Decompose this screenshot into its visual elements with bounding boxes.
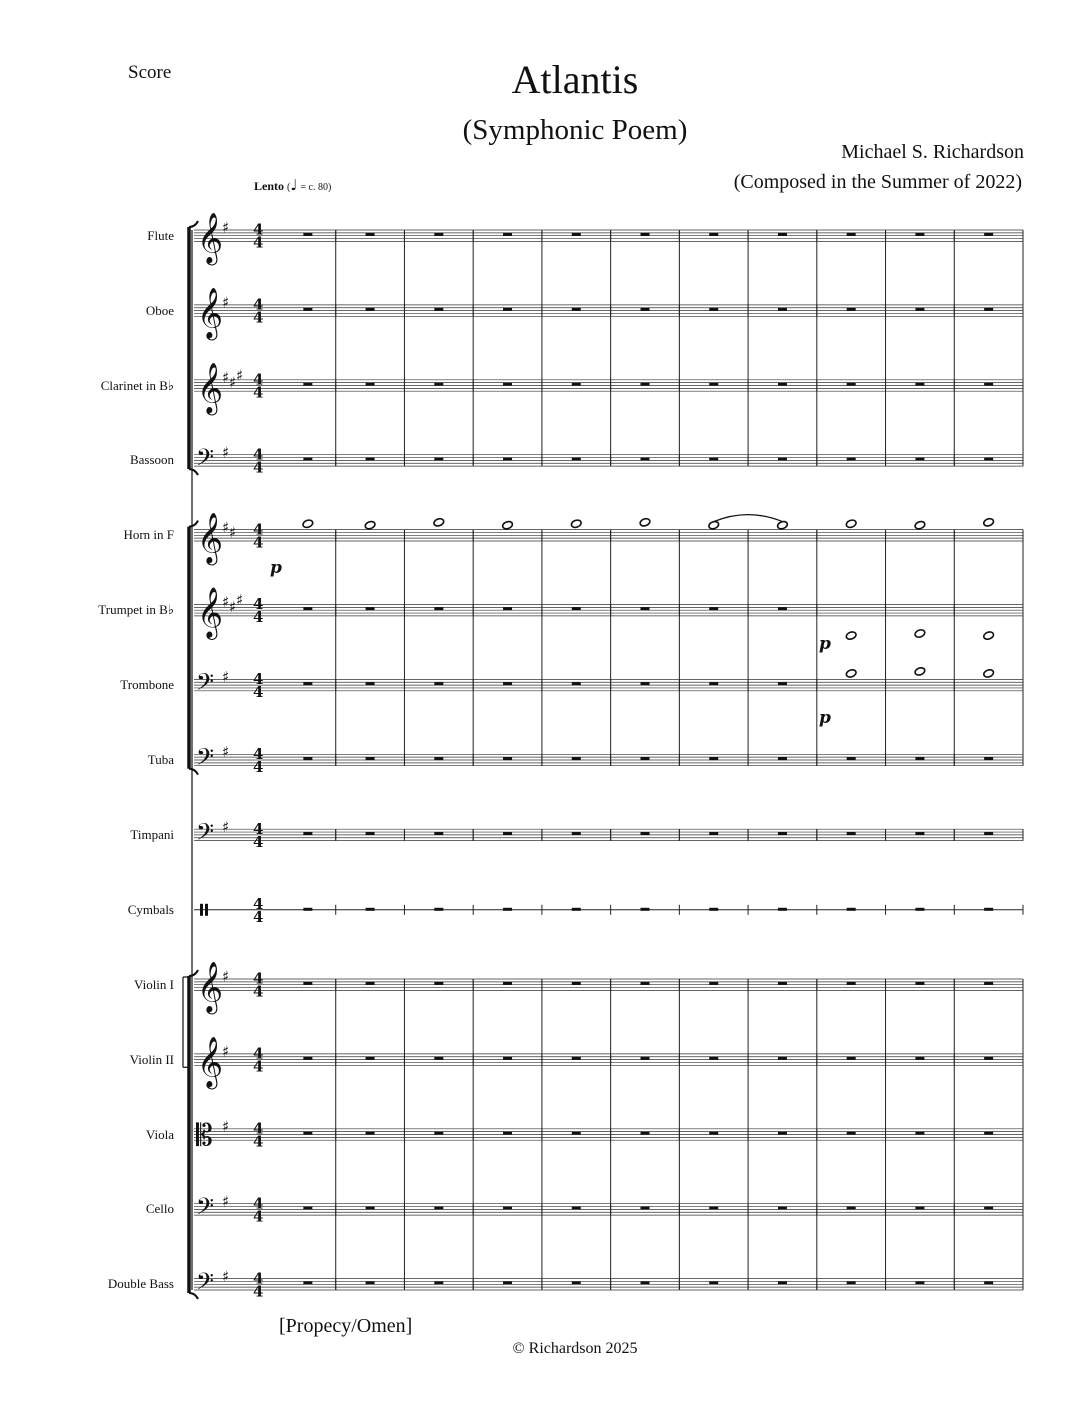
whole-rest (303, 982, 312, 985)
sharp-icon: ♯ (222, 1267, 230, 1286)
whole-rest (847, 1057, 856, 1060)
whole-rest (915, 1057, 924, 1060)
sharp-icon: ♯ (229, 598, 237, 617)
whole-rest (503, 908, 512, 911)
instrument-name: Horn in F (123, 527, 174, 543)
piece-subtitle: (Symphonic Poem) (462, 114, 688, 146)
whole-rest (641, 1057, 650, 1060)
tie-arc (714, 515, 783, 522)
time-signature-top: 4 (253, 370, 264, 389)
whole-rest (434, 908, 443, 911)
time-signature-bottom: 4 (253, 233, 264, 252)
whole-rest (434, 1281, 443, 1284)
whole-rest (847, 1207, 856, 1210)
whole-rest (709, 1057, 718, 1060)
instrument-name: Oboe (145, 302, 174, 318)
whole-note (845, 668, 857, 678)
whole-rest (641, 458, 650, 461)
whole-rest (847, 982, 856, 985)
composer-name: Michael S. Richardson (841, 141, 1024, 163)
bass-clef-icon: 𝄢 (196, 443, 215, 477)
whole-rest (572, 458, 581, 461)
percussion-clef-icon (205, 904, 208, 916)
time-signature-top: 4 (253, 1119, 264, 1138)
sharp-icon: ♯ (222, 743, 230, 761)
whole-note (570, 519, 582, 529)
whole-rest (984, 982, 993, 985)
whole-rest (847, 1132, 856, 1135)
whole-rest (572, 908, 581, 911)
staff-oboe (194, 305, 1023, 316)
whole-rest (778, 233, 787, 236)
whole-rest (434, 982, 443, 985)
whole-note (502, 520, 514, 530)
whole-rest (709, 682, 718, 685)
whole-rest (572, 383, 581, 386)
instrument-name: Trombone (120, 677, 174, 693)
time-signature-top: 4 (253, 295, 264, 314)
whole-rest (847, 832, 856, 835)
whole-rest (303, 383, 312, 386)
whole-rest (847, 233, 856, 236)
whole-rest (366, 1057, 375, 1060)
whole-rest (503, 1057, 512, 1060)
whole-rest (303, 1207, 312, 1210)
whole-rest (984, 458, 993, 461)
alto-clef-icon: 𝄡 (196, 1118, 213, 1154)
whole-rest (366, 458, 375, 461)
time-signature-bottom: 4 (253, 1057, 264, 1076)
instrument-name: Trumpet in B♭ (98, 602, 174, 618)
instrument-name: Tuba (147, 752, 174, 767)
whole-rest (503, 682, 512, 685)
time-signature-top: 4 (253, 595, 264, 614)
time-signature-bottom: 4 (253, 308, 264, 327)
whole-rest (778, 682, 787, 685)
whole-rest (709, 1281, 718, 1284)
instrument-name: Viola (145, 1126, 174, 1142)
time-signature-bottom: 4 (253, 608, 264, 627)
staff-horn-in-f (194, 517, 1023, 541)
whole-rest (366, 982, 375, 985)
sharp-icon: ♯ (229, 373, 237, 392)
whole-rest (572, 982, 581, 985)
dynamic-piano: p (819, 634, 831, 654)
staff-tuba (194, 754, 1023, 765)
whole-rest (709, 908, 718, 911)
whole-rest (366, 908, 375, 911)
whole-rest (778, 1207, 787, 1210)
time-signature-bottom: 4 (253, 458, 264, 477)
staff-violin-i (194, 979, 1023, 990)
instrument-name: Violin I (133, 976, 174, 992)
whole-rest (434, 1132, 443, 1135)
whole-rest (778, 1281, 787, 1284)
whole-rest (434, 832, 443, 835)
time-signature-top: 4 (253, 969, 264, 988)
whole-rest (366, 233, 375, 236)
whole-rest (641, 757, 650, 760)
whole-rest (984, 1207, 993, 1210)
whole-rest (503, 757, 512, 760)
whole-rest (366, 832, 375, 835)
whole-note (914, 666, 926, 676)
whole-rest (366, 1207, 375, 1210)
whole-rest (503, 982, 512, 985)
whole-rest (366, 383, 375, 386)
whole-note (777, 520, 789, 530)
treble-clef-icon: 𝄞 (197, 1036, 224, 1088)
sharp-icon: ♯ (222, 518, 230, 537)
whole-rest (778, 458, 787, 461)
staff-bassoon (194, 455, 1023, 466)
time-signature-bottom: 4 (253, 758, 264, 776)
whole-rest (778, 982, 787, 985)
whole-rest (641, 832, 650, 835)
time-signature-bottom: 4 (253, 1207, 264, 1226)
treble-clef-icon: 𝄞 (197, 587, 224, 639)
whole-rest (303, 1057, 312, 1060)
whole-rest (915, 308, 924, 311)
staff-double-bass (194, 1279, 1023, 1290)
whole-rest (709, 308, 718, 311)
time-signature-bottom: 4 (253, 832, 264, 851)
whole-rest (572, 832, 581, 835)
bass-clef-icon: 𝄢 (196, 1267, 215, 1301)
whole-rest (778, 308, 787, 311)
sharp-icon: ♯ (236, 366, 244, 385)
whole-rest (366, 308, 375, 311)
whole-rest (984, 757, 993, 760)
whole-rest (303, 1132, 312, 1135)
instrument-name: Cello (145, 1201, 174, 1217)
treble-clef-icon: 𝄞 (197, 212, 224, 264)
whole-rest (641, 607, 650, 610)
whole-rest (303, 458, 312, 461)
whole-rest (366, 1281, 375, 1284)
whole-rest (434, 607, 443, 610)
time-signature-bottom: 4 (253, 907, 264, 926)
whole-rest (641, 233, 650, 236)
whole-rest (503, 383, 512, 386)
sharp-icon: ♯ (222, 1192, 230, 1211)
whole-rest (303, 908, 312, 911)
whole-rest (641, 383, 650, 386)
staff-trumpet-in-b- (194, 605, 1023, 641)
dynamic-piano: p (270, 558, 282, 578)
whole-rest (303, 1281, 312, 1284)
whole-rest (366, 607, 375, 610)
whole-rest (915, 832, 924, 835)
staff-timpani (194, 829, 1023, 840)
whole-rest (709, 982, 718, 985)
sharp-icon: ♯ (222, 593, 230, 612)
staff-trombone (194, 666, 1023, 690)
whole-rest (572, 1281, 581, 1284)
staff-cymbals (194, 904, 1023, 916)
whole-rest (984, 1281, 993, 1284)
bass-clef-icon: 𝄢 (196, 668, 215, 702)
sharp-icon: ♯ (222, 1042, 230, 1061)
whole-rest (641, 308, 650, 311)
whole-rest (915, 1132, 924, 1135)
whole-rest (984, 1057, 993, 1060)
whole-rest (915, 458, 924, 461)
time-signature-bottom: 4 (253, 982, 264, 1001)
whole-rest (503, 233, 512, 236)
tempo-value: = c. 80 (300, 182, 328, 193)
sharp-icon: ♯ (236, 591, 244, 610)
whole-note (302, 519, 314, 529)
whole-rest (503, 1207, 512, 1210)
whole-rest (709, 233, 718, 236)
whole-rest (303, 607, 312, 610)
whole-rest (303, 757, 312, 760)
staff-viola (194, 1129, 1023, 1140)
time-signature-top: 4 (253, 670, 264, 689)
whole-rest (778, 757, 787, 760)
treble-clef-icon: 𝄞 (197, 961, 224, 1013)
instrument-name: Flute (147, 227, 174, 243)
tempo-open-paren: ( (287, 182, 291, 193)
time-signature-bottom: 4 (253, 683, 264, 702)
whole-rest (778, 1057, 787, 1060)
instrument-name: Timpani (130, 826, 174, 842)
whole-rest (641, 1132, 650, 1135)
time-signature-bottom: 4 (253, 1132, 264, 1151)
time-signature-top: 4 (253, 894, 264, 913)
sharp-icon: ♯ (222, 1117, 230, 1136)
whole-note (983, 631, 995, 641)
dynamic-piano: p (819, 708, 831, 728)
whole-rest (572, 607, 581, 610)
whole-rest (778, 607, 787, 610)
instrument-name: Bassoon (129, 452, 174, 468)
whole-rest (641, 682, 650, 685)
whole-note (433, 517, 445, 527)
whole-rest (572, 757, 581, 760)
staff-cello (194, 1204, 1023, 1215)
whole-rest (434, 1207, 443, 1210)
section-label: [Propecy/Omen] (279, 1315, 413, 1337)
whole-rest (572, 682, 581, 685)
whole-rest (778, 832, 787, 835)
time-signature-top: 4 (253, 819, 264, 838)
whole-rest (709, 757, 718, 760)
whole-rest (847, 383, 856, 386)
staff-clarinet-in-b- (194, 380, 1023, 391)
whole-rest (572, 233, 581, 236)
time-signature-bottom: 4 (253, 533, 264, 552)
whole-rest (709, 832, 718, 835)
instrument-name: Cymbals (127, 901, 174, 917)
time-signature-bottom: 4 (253, 383, 264, 402)
whole-rest (915, 1207, 924, 1210)
whole-rest (915, 233, 924, 236)
whole-rest (709, 607, 718, 610)
whole-rest (847, 757, 856, 760)
whole-note (983, 517, 995, 527)
bass-clef-icon: 𝄢 (196, 817, 215, 851)
whole-note (708, 520, 720, 530)
whole-rest (434, 1057, 443, 1060)
sharp-icon: ♯ (222, 218, 230, 237)
time-signature-top: 4 (253, 1194, 264, 1213)
time-signature-top: 4 (253, 1044, 264, 1063)
whole-rest (434, 757, 443, 760)
time-signature-top: 4 (253, 745, 264, 763)
whole-rest (709, 1207, 718, 1210)
whole-rest (434, 233, 443, 236)
whole-note (845, 519, 857, 529)
whole-rest (641, 908, 650, 911)
whole-rest (847, 1281, 856, 1284)
whole-rest (778, 908, 787, 911)
whole-rest (503, 607, 512, 610)
whole-rest (847, 458, 856, 461)
whole-rest (303, 233, 312, 236)
whole-rest (915, 1281, 924, 1284)
whole-note (914, 520, 926, 530)
whole-rest (984, 908, 993, 911)
copyright-notice: © Richardson 2025 (512, 1340, 638, 1357)
whole-note (639, 517, 651, 527)
staff-violin-ii (194, 1054, 1023, 1065)
whole-note (983, 668, 995, 678)
whole-note (914, 629, 926, 639)
whole-rest (984, 1132, 993, 1135)
whole-rest (366, 757, 375, 760)
whole-rest (303, 832, 312, 835)
whole-rest (984, 308, 993, 311)
whole-rest (915, 982, 924, 985)
whole-rest (641, 982, 650, 985)
whole-rest (503, 1132, 512, 1135)
sharp-icon: ♯ (229, 523, 237, 542)
whole-rest (984, 383, 993, 386)
time-signature-top: 4 (253, 445, 264, 464)
whole-rest (572, 1207, 581, 1210)
tempo-text: Lento (254, 179, 284, 193)
whole-rest (434, 383, 443, 386)
instrument-name: Double Bass (107, 1276, 174, 1292)
whole-rest (503, 1281, 512, 1284)
time-signature-top: 4 (253, 520, 264, 539)
whole-rest (434, 308, 443, 311)
sharp-icon: ♯ (222, 817, 230, 836)
whole-rest (303, 308, 312, 311)
sharp-icon: ♯ (222, 293, 230, 312)
instrument-name: Violin II (129, 1051, 174, 1067)
whole-rest (503, 308, 512, 311)
composition-date-note: (Composed in the Summer of 2022) (733, 171, 1022, 193)
whole-rest (915, 908, 924, 911)
treble-clef-icon: 𝄞 (197, 362, 224, 414)
sharp-icon: ♯ (222, 443, 230, 462)
piece-title: Atlantis (511, 57, 639, 102)
time-signature-top: 4 (253, 1269, 264, 1288)
whole-rest (366, 682, 375, 685)
treble-clef-icon: 𝄞 (197, 287, 224, 339)
bass-clef-icon: 𝄢 (196, 743, 215, 776)
sharp-icon: ♯ (222, 668, 230, 687)
whole-note (845, 631, 857, 641)
whole-rest (778, 1132, 787, 1135)
whole-rest (847, 308, 856, 311)
time-signature-bottom: 4 (253, 1282, 264, 1301)
whole-note (364, 520, 376, 530)
sharp-icon: ♯ (222, 967, 230, 986)
whole-rest (641, 1207, 650, 1210)
quarter-note-icon: ♩ (290, 176, 298, 194)
whole-rest (303, 682, 312, 685)
whole-rest (572, 308, 581, 311)
whole-rest (915, 757, 924, 760)
percussion-clef-icon (200, 904, 203, 916)
tempo-close-paren: ) (328, 182, 332, 193)
whole-rest (709, 383, 718, 386)
whole-rest (572, 1057, 581, 1060)
time-signature-top: 4 (253, 220, 264, 239)
whole-rest (709, 1132, 718, 1135)
bass-clef-icon: 𝄢 (196, 1192, 215, 1226)
whole-rest (709, 458, 718, 461)
whole-rest (503, 458, 512, 461)
whole-rest (366, 1132, 375, 1135)
score-label: Score (128, 62, 172, 83)
whole-rest (641, 1281, 650, 1284)
whole-rest (778, 383, 787, 386)
whole-rest (847, 908, 856, 911)
whole-rest (915, 383, 924, 386)
staff-flute (194, 230, 1023, 241)
whole-rest (434, 458, 443, 461)
whole-rest (572, 1132, 581, 1135)
whole-rest (984, 832, 993, 835)
whole-rest (984, 233, 993, 236)
sharp-icon: ♯ (222, 368, 230, 387)
whole-rest (434, 682, 443, 685)
treble-clef-icon: 𝄞 (197, 512, 224, 564)
instrument-name: Clarinet in B♭ (100, 377, 174, 393)
whole-rest (503, 832, 512, 835)
